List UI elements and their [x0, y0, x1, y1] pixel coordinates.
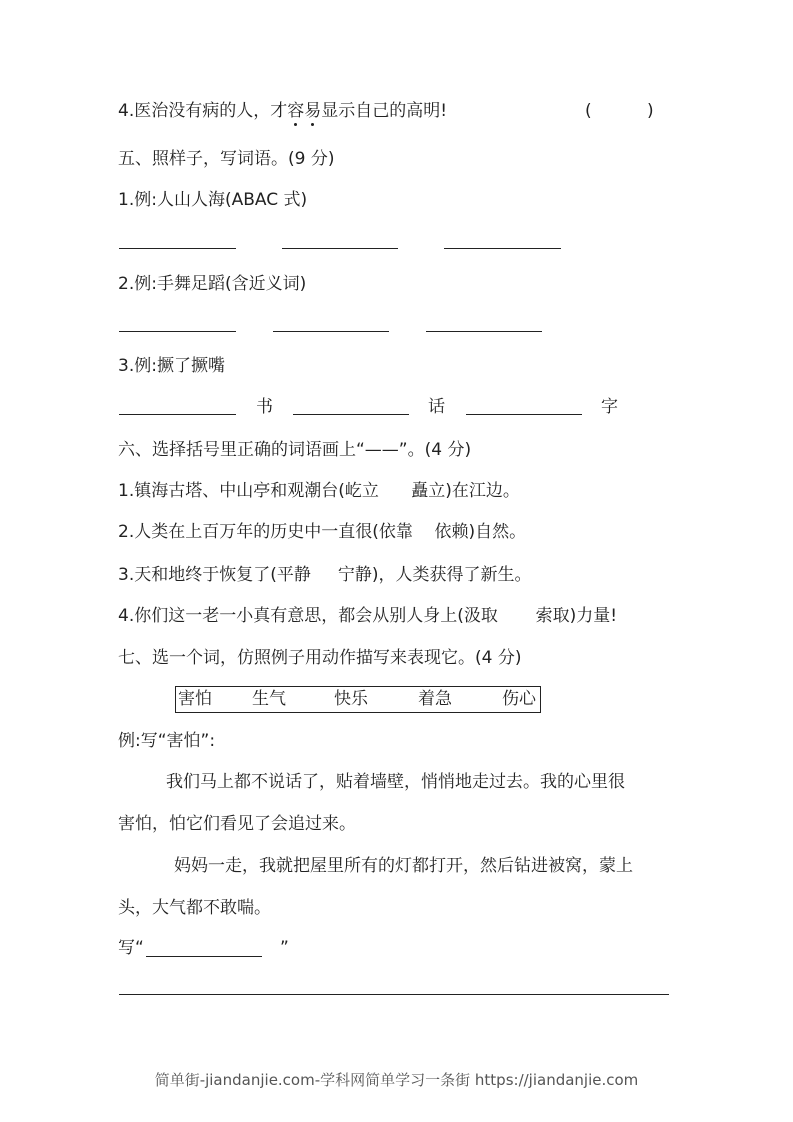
- write-prefix: 写“: [118, 938, 144, 958]
- word-option[interactable]: 生气: [252, 689, 286, 709]
- answer-blank[interactable]: [282, 248, 398, 249]
- word-option[interactable]: 害怕: [178, 689, 212, 709]
- word-choice-box: [175, 686, 541, 713]
- example-paragraph-2-line-2: 头，大气都不敢喘。: [118, 898, 271, 918]
- section-5-item-1: 1.例:人山人海(ABAC 式): [118, 190, 308, 210]
- answer-paren-close: ): [647, 101, 654, 121]
- section-6-item-4: 4.你们这一老一小真有意思，都会从别人身上(汲取 索取)力量!: [118, 606, 618, 626]
- section-5-item-3: 3.例:撅了撅嘴: [118, 356, 225, 376]
- word-option[interactable]: 着急: [418, 689, 452, 709]
- writing-answer-line[interactable]: [119, 994, 669, 995]
- answer-blank[interactable]: [119, 331, 236, 332]
- example-label: 例:写“害怕”:: [118, 731, 216, 751]
- section-5-item-2: 2.例:手舞足蹈(含近义词): [118, 274, 307, 294]
- answer-blank[interactable]: [119, 414, 236, 415]
- word-option[interactable]: 伤心: [502, 689, 536, 709]
- section-7-title: 七、选一个词，仿照例子用动作描写来表现它。(4 分): [118, 648, 522, 668]
- answer-blank[interactable]: [426, 331, 542, 332]
- suffix-hua: 话: [428, 397, 445, 417]
- section-6-item-1: 1.镇海古塔、中山亭和观潮台(屹立 矗立)在江边。: [118, 481, 520, 501]
- example-paragraph-2-line-1: 妈妈一走，我就把屋里所有的灯都打开，然后钻进被窝，蒙上: [174, 856, 633, 876]
- write-suffix: ”: [280, 938, 289, 958]
- word-option[interactable]: 快乐: [334, 689, 368, 709]
- answer-blank[interactable]: [293, 414, 409, 415]
- footer-watermark: 简单街-jiandanjie.com-学科网简单学习一条街 https://jiandanjie.com: [154, 1071, 639, 1089]
- answer-blank[interactable]: [466, 414, 582, 415]
- example-paragraph-1-line-1: 我们马上都不说话了，贴着墙壁，悄悄地走过去。我的心里很: [166, 772, 625, 792]
- section-6-item-2: 2.人类在上百万年的历史中一直很(依靠 依赖)自然。: [118, 522, 527, 542]
- suffix-zi: 字: [601, 397, 618, 417]
- answer-blank[interactable]: [119, 248, 236, 249]
- answer-blank[interactable]: [273, 331, 389, 332]
- example-paragraph-1-line-2: 害怕，怕它们看见了会追过来。: [118, 814, 356, 834]
- answer-paren-open: (: [585, 101, 592, 121]
- section-6-title: 六、选择括号里正确的词语画上“——”。(4 分): [118, 440, 472, 460]
- section-5-title: 五、照样子，写词语。(9 分): [118, 149, 335, 169]
- chosen-word-blank[interactable]: [146, 956, 262, 957]
- section-6-item-3: 3.天和地终于恢复了(平静 宁静)，人类获得了新生。: [118, 565, 532, 585]
- suffix-shu: 书: [256, 397, 273, 417]
- question-4-text: 4.医治没有病的人，才容易显示自己的高明!: [118, 101, 448, 121]
- answer-blank[interactable]: [444, 248, 561, 249]
